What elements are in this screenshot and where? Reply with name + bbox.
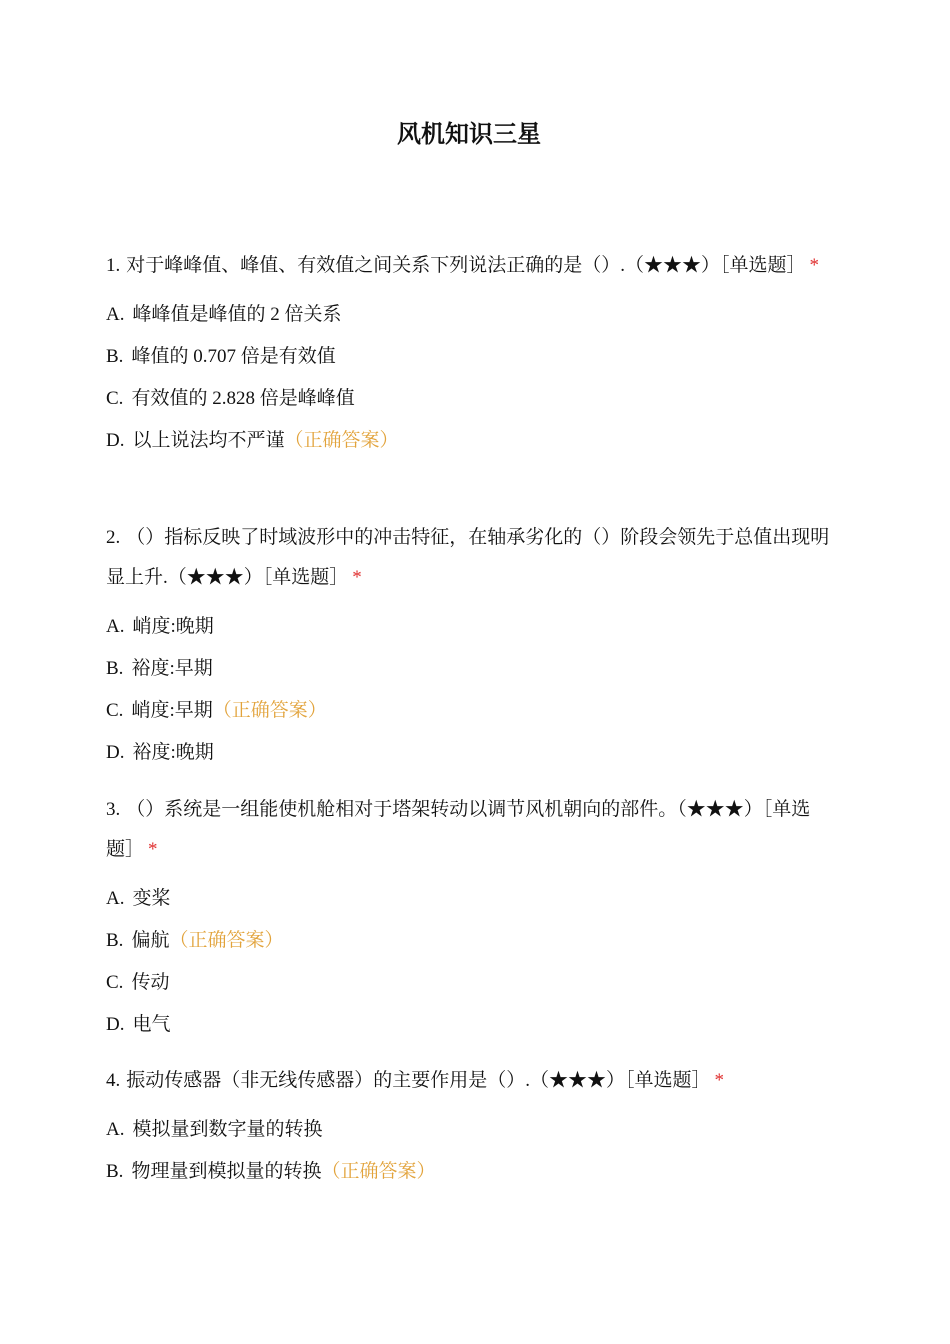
question-text: （）指标反映了时域波形中的冲击特征，在轴承劣化的（）阶段会领先于总值出现明显上升.（★★★）［单选题］ <box>106 527 830 588</box>
question-stem <box>106 246 834 286</box>
option-text: 模拟量到数字量的转换 <box>132 1119 323 1140</box>
option-letter: B. <box>106 658 124 679</box>
option-text: 传动 <box>131 972 170 993</box>
option-b[interactable] <box>106 336 834 378</box>
question-stem <box>106 1061 834 1101</box>
option-text: 峰值的 0.707 倍是有效值 <box>131 346 336 367</box>
option-letter: A. <box>106 304 125 325</box>
option-text: 峰峰值是峰值的 2 倍关系 <box>132 304 342 325</box>
option-letter: A. <box>106 1119 125 1140</box>
option-a[interactable] <box>106 878 834 920</box>
option-c[interactable] <box>106 690 834 732</box>
question-number: 3. <box>106 799 121 820</box>
question-number: 1. <box>106 255 121 276</box>
option-list <box>106 294 834 462</box>
question-2 <box>106 518 834 774</box>
option-text: 电气 <box>132 1014 171 1035</box>
option-d[interactable] <box>106 420 834 462</box>
option-b[interactable] <box>106 1151 834 1193</box>
required-mark: * <box>714 1070 725 1091</box>
option-list <box>106 606 834 774</box>
question-number: 4. <box>106 1070 121 1091</box>
question-stem <box>106 790 834 870</box>
question-4 <box>106 1061 834 1193</box>
correct-answer-tag: （正确答案） <box>212 700 327 721</box>
question-1 <box>106 246 834 462</box>
option-text: 峭度:早期 <box>131 700 213 721</box>
option-text: 裕度:早期 <box>131 658 213 679</box>
option-letter: B. <box>106 930 124 951</box>
correct-answer-tag: （正确答案） <box>284 430 399 451</box>
required-mark: * <box>148 839 158 860</box>
option-list <box>106 1109 834 1193</box>
option-text: 变桨 <box>132 888 171 909</box>
option-letter: C. <box>106 388 124 409</box>
option-letter: C. <box>106 700 124 721</box>
option-letter: A. <box>106 616 125 637</box>
option-list <box>106 878 834 1046</box>
option-text: 有效值的 2.828 倍是峰峰值 <box>131 388 355 409</box>
option-a[interactable] <box>106 294 834 336</box>
option-c[interactable] <box>106 378 834 420</box>
option-text: 偏航 <box>131 930 170 951</box>
option-d[interactable] <box>106 1004 834 1046</box>
option-letter: B. <box>106 1161 124 1182</box>
option-text: 裕度:晚期 <box>132 742 214 763</box>
option-letter: D. <box>106 742 125 763</box>
page-title: 风机知识三星 <box>397 120 541 148</box>
question-stem <box>106 518 834 598</box>
required-mark: * <box>352 567 362 588</box>
question-text: （）系统是一组能使机舱相对于塔架转动以调节风机朝向的部件。（★★★）［单选题］ <box>106 799 811 860</box>
option-text: 物理量到模拟量的转换 <box>131 1161 322 1182</box>
option-letter: D. <box>106 430 125 451</box>
question-3 <box>106 790 834 1046</box>
required-mark: * <box>809 255 820 276</box>
option-letter: D. <box>106 1014 125 1035</box>
option-text: 以上说法均不严谨 <box>132 430 285 451</box>
option-a[interactable] <box>106 606 834 648</box>
option-d[interactable] <box>106 732 834 774</box>
option-letter: B. <box>106 346 124 367</box>
question-text: 对于峰峰值、峰值、有效值之间关系下列说法正确的是（）.（★★★）［单选题］ <box>126 255 806 276</box>
question-text: 振动传感器（非无线传感器）的主要作用是（）.（★★★）［单选题］ <box>126 1070 711 1091</box>
correct-answer-tag: （正确答案） <box>169 930 284 951</box>
option-b[interactable] <box>106 920 834 962</box>
option-letter: C. <box>106 972 124 993</box>
correct-answer-tag: （正确答案） <box>321 1161 436 1182</box>
option-letter: A. <box>106 888 125 909</box>
question-number: 2. <box>106 527 121 548</box>
option-b[interactable] <box>106 648 834 690</box>
option-text: 峭度:晚期 <box>132 616 214 637</box>
option-a[interactable] <box>106 1109 834 1151</box>
option-c[interactable] <box>106 962 834 1004</box>
